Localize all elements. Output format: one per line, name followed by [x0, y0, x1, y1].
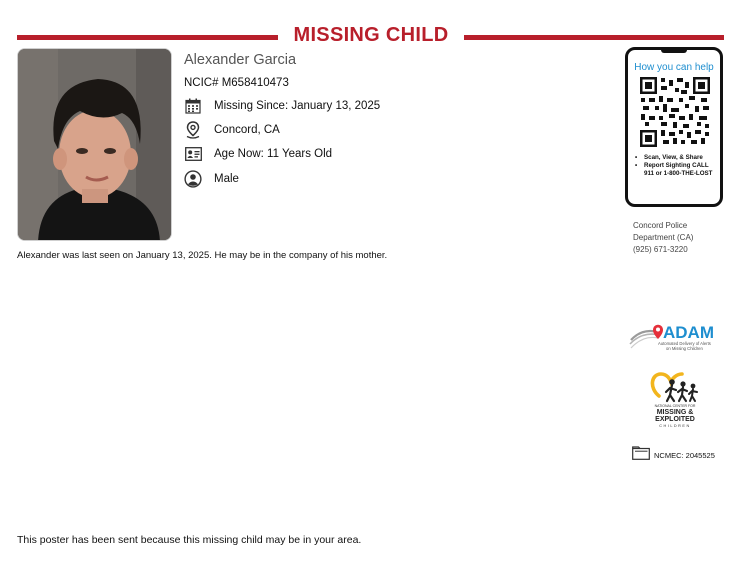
police-agency-line1: Concord Police [633, 221, 688, 230]
help-instructions [632, 154, 720, 178]
ncmec-logo [645, 370, 705, 430]
qr-code[interactable] [640, 77, 710, 147]
sex-row [184, 170, 239, 188]
header-rule-right [464, 35, 724, 40]
ncmec-case-number [632, 446, 715, 465]
help-bullet-share: • Scan, View, & Share [632, 154, 720, 162]
folder-icon [632, 446, 650, 465]
person-icon [184, 170, 202, 188]
age-now: Age Now: 11 Years Old [214, 148, 333, 160]
svg-text:NATIONAL CENTER FOR: NATIONAL CENTER FOR [654, 404, 696, 408]
missing-since-row [184, 97, 380, 115]
child-name: Alexander Garcia [184, 52, 297, 68]
svg-text:MISSING &: MISSING & [656, 409, 694, 416]
police-contact [633, 220, 693, 256]
location-pin-icon [184, 121, 202, 139]
child-photo [17, 48, 172, 241]
header-rule-left [17, 35, 278, 40]
last-known-location: Concord, CA [214, 124, 280, 136]
circumstances-description: Alexander was last seen on January 13, 2025. He may be in the company of his mother. [17, 250, 388, 261]
help-bullet-report: • Report Sighting CALL 911 or 1-800-THE-LOST [632, 162, 720, 178]
location-row [184, 121, 280, 139]
age-row [184, 145, 332, 163]
poster-title: MISSING CHILD [293, 24, 449, 46]
police-phone[interactable]: (925) 671-3220 [633, 245, 688, 254]
svg-text:ADAM: ADAM [663, 323, 714, 342]
id-card-icon [184, 145, 202, 163]
svg-text:CHILDREN: CHILDREN [659, 424, 691, 428]
police-agency-line2: Department (CA) [633, 233, 694, 242]
footer-note: This poster has been sent because this missing child may be in your area. [17, 534, 362, 546]
adam-logo [628, 318, 720, 354]
phone-notch [661, 49, 687, 53]
sex: Male [214, 173, 239, 185]
svg-text:EXPLOITED: EXPLOITED [655, 416, 695, 423]
svg-text:Automated Delivery of Alerts: Automated Delivery of Alerts [658, 341, 711, 346]
calendar-icon [184, 97, 202, 115]
how-you-can-help-panel [625, 47, 723, 207]
ncic-number: NCIC# M658410473 [184, 77, 289, 89]
missing-since: Missing Since: January 13, 2025 [214, 100, 381, 112]
help-heading: How you can help [634, 62, 714, 73]
svg-text:on Missing Children: on Missing Children [666, 346, 703, 351]
ncmec-case-text: NCMEC: 2045525 [654, 451, 715, 460]
